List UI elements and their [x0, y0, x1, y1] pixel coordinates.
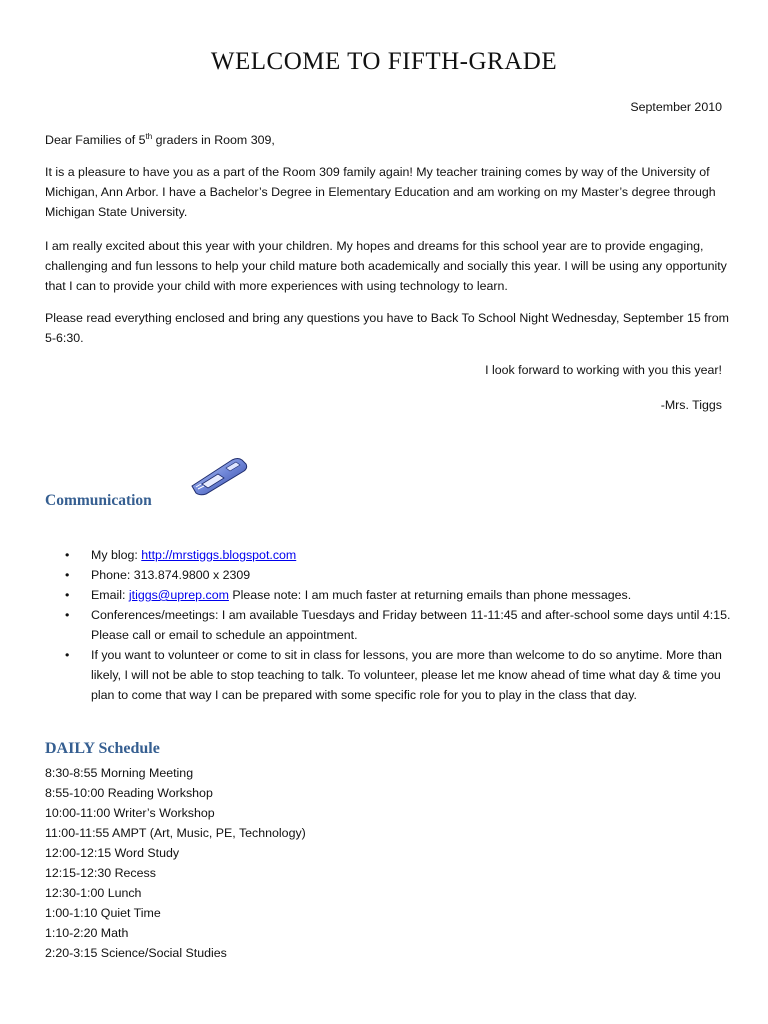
- schedule-item: 1:10-2:20 Math: [45, 926, 129, 940]
- bullet-icon: •: [65, 548, 70, 562]
- conferences-text: Conferences/meetings: I am available Tuesdays and Friday between 11-11:45 and after-school some days until 4:15. Please call or email to schedule an appointment.: [91, 608, 731, 642]
- blog-label: My blog:: [91, 548, 142, 562]
- signature: -Mrs. Tiggs: [660, 398, 722, 412]
- schedule-item: 2:20-3:15 Science/Social Studies: [45, 946, 227, 960]
- schedule-item: 11:00-11:55 AMPT (Art, Music, PE, Technology): [45, 826, 306, 840]
- bullet-icon: •: [65, 648, 70, 662]
- schedule-item: 1:00-1:10 Quiet Time: [45, 906, 161, 920]
- schedule-item: 12:30-1:00 Lunch: [45, 886, 142, 900]
- volunteer-text: If you want to volunteer or come to sit in class for lessons, you are more than welcome to do so anytime. More than likely, I will not be able to stop teaching to talk. To volunteer, please let me know ahead of time what day & time you plan to come that way I can be prepared with some specific role for you to play in the class that day.: [91, 648, 722, 702]
- list-item-volunteer: [45, 645, 735, 705]
- cell-phone-icon: [188, 456, 250, 496]
- schedule-item: 8:30-8:55 Morning Meeting: [45, 766, 194, 780]
- schedule-list: [45, 763, 645, 963]
- salutation-suffix: graders in Room 309,: [152, 133, 275, 147]
- bullet-icon: •: [65, 588, 70, 602]
- communication-list: [45, 545, 735, 705]
- list-item-phone: [45, 565, 735, 585]
- email-link[interactable]: jtiggs@uprep.com: [128, 588, 229, 602]
- schedule-item: 8:55-10:00 Reading Workshop: [45, 786, 213, 800]
- page-title: WELCOME TO FIFTH-GRADE: [210, 48, 558, 75]
- paragraph-back-to-school: Please read everything enclosed and bring any questions you have to Back To School Night Wednesday, September 15 from 5-6:30.: [45, 311, 729, 345]
- email-note: Please note: I am much faster at returning emails than phone messages.: [228, 588, 632, 602]
- bullet-icon: •: [65, 568, 70, 582]
- email-label: Email:: [91, 588, 129, 602]
- list-item-conferences: [45, 605, 735, 645]
- phone-text: Phone: 313.874.9800 x 2309: [91, 568, 251, 582]
- salutation-superscript: th: [145, 131, 153, 141]
- blog-link[interactable]: http://mrstiggs.blogspot.com: [141, 548, 297, 562]
- list-item-blog: [45, 545, 735, 565]
- letter-date: September 2010: [630, 100, 722, 114]
- communication-heading: Communication: [45, 492, 152, 509]
- schedule-item: 12:00-12:15 Word Study: [45, 846, 180, 860]
- paragraph-intro: It is a pleasure to have you as a part of the Room 309 family again! My teacher training comes by way of the University of Michigan, Ann Arbor. I have a Bachelor’s Degree in Elementary Education and am working on my Master’s degree through Michigan State University.: [45, 165, 716, 219]
- closing-line: I look forward to working with you this year!: [485, 363, 722, 377]
- schedule-item: 10:00-11:00 Writer’s Workshop: [45, 806, 215, 820]
- salutation-prefix: Dear Families of 5: [45, 133, 146, 147]
- paragraph-goals: I am really excited about this year with your children. My hopes and dreams for this school year are to provide engaging, challenging and fun lessons to help your child mature both academically and socially this year. I will be using any opportunity that I can to provide your child with more experiences with using technology to learn.: [45, 239, 727, 293]
- salutation: [45, 130, 275, 150]
- bullet-icon: •: [65, 608, 70, 622]
- schedule-item: 12:15-12:30 Recess: [45, 866, 156, 880]
- schedule-heading: DAILY Schedule: [45, 740, 160, 757]
- list-item-email: [45, 585, 735, 605]
